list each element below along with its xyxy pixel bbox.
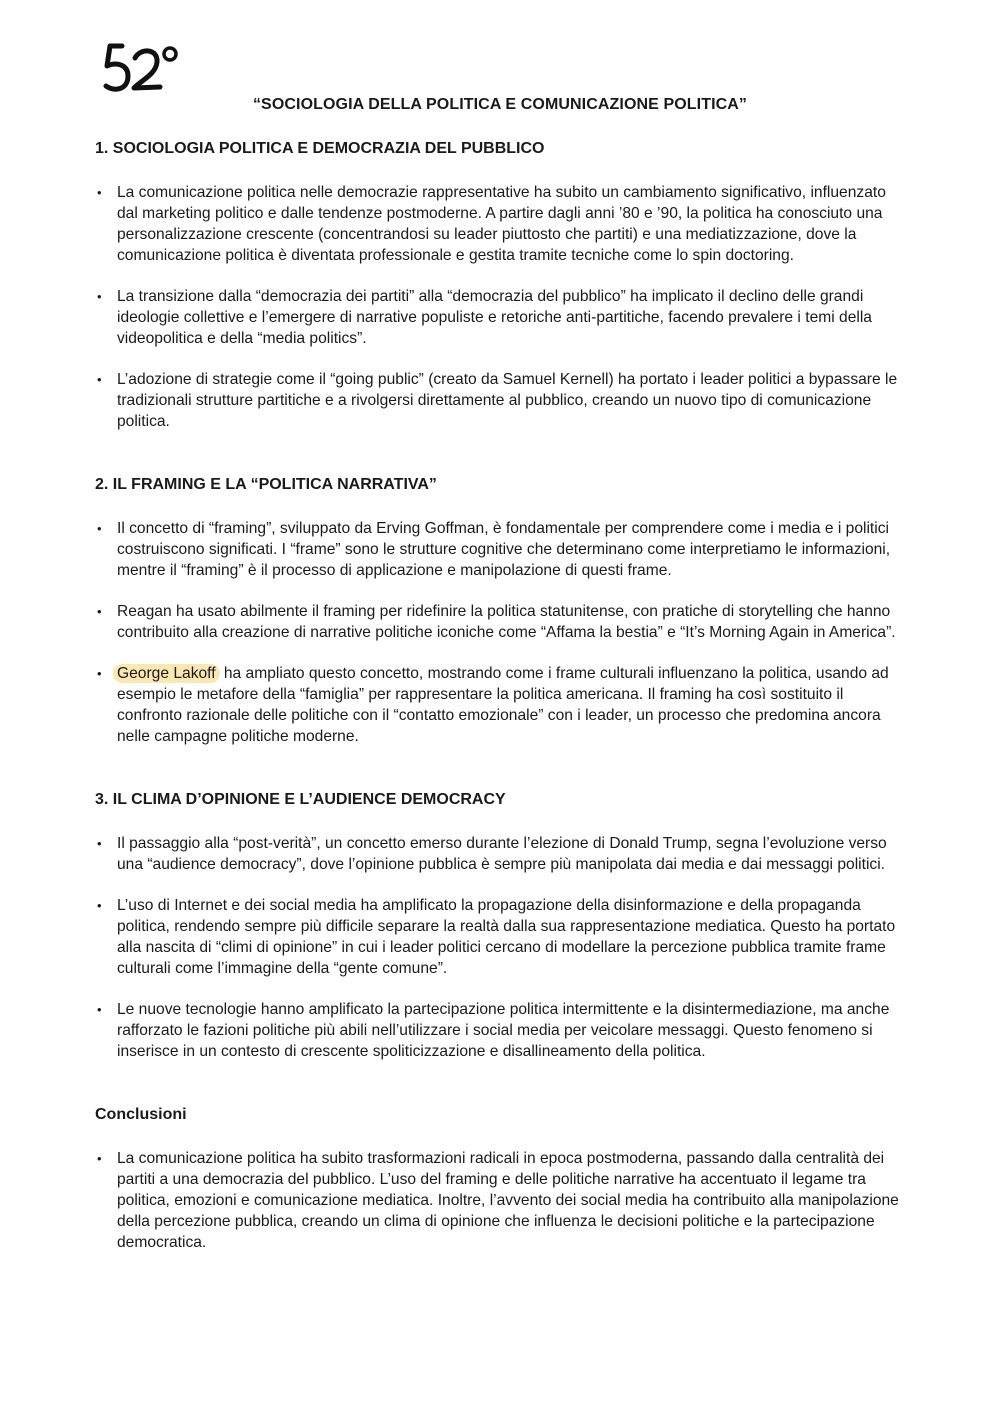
section-heading: 1. SOCIOLOGIA POLITICA E DEMOCRAZIA DEL PUBBLICO (95, 140, 545, 157)
bullet-list (95, 1148, 910, 1253)
bullet-list (95, 518, 910, 747)
bullet-text: Il passaggio alla “post-verità”, un concetto emerso durante l’elezione di Donald Trump, segna l’evoluzione verso una “audience democracy”, dove l’opinione pubblica è sempre più manipolata dai media e dai messaggi politici. (117, 835, 887, 873)
list-item (95, 663, 910, 747)
bullet-text: La comunicazione politica ha subito trasformazioni radicali in epoca postmoderna, passando dalla centralità dei partiti a una democrazia del pubblico. L’uso del framing e delle politiche narrative ha accentuato il legame tra politica, emozioni e comunicazione mediatica. Inoltre, l’avvento dei social media ha contribuito alla manipolazione della percezione pubblica, creando un clima di opinione che influenza le decisioni politiche e la partecipazione democratica. (117, 1150, 899, 1251)
bullet-icon: • (97, 185, 102, 200)
list-item (95, 286, 910, 349)
bullet-list (95, 182, 910, 432)
section-heading: 3. IL CLIMA D’OPINIONE E L’AUDIENCE DEMOCRACY (95, 791, 506, 808)
bullet-icon: • (97, 1002, 102, 1017)
list-item (95, 833, 910, 875)
bullet-icon: • (97, 1151, 102, 1166)
bullet-icon: • (97, 521, 102, 536)
bullet-text: La transizione dalla “democrazia dei partiti” alla “democrazia del pubblico” ha implicato il declino delle grandi ideologie collettive e l’emergere di narrative populiste e retoriche anti-partitiche, facendo prevalere i temi della videopolitica e della “media politics”. (117, 288, 872, 347)
list-item (95, 518, 910, 581)
bullet-text: Le nuove tecnologie hanno amplificato la partecipazione politica intermittente e la disintermediazione, ma anche rafforzato le fazioni politiche più abili nell’utilizzare i social media per veicolare messaggi. Questo fenomeno si inserisce in un contesto di crescente spoliticizzazione e disallineamento della politica. (117, 1001, 890, 1060)
section-conclusions (95, 1104, 910, 1253)
bullet-text: ha ampliato questo concetto, mostrando come i frame culturali influenzano la politica, usando ad esempio le metafore della “famiglia” per rappresentare la politica americana. Il framing ha così sostituito il confronto razionale delle politiche con il “contatto emozionale” con i leader, un processo che predomina ancora nelle campagne politiche moderne. (117, 665, 889, 745)
bullet-text: L’uso di Internet e dei social media ha amplificato la propagazione della disinformazione e della propaganda politica, rendendo sempre più difficile separare la realtà dalla sua rappresentazione mediatica. Questo ha portato alla nascita di “climi di opinione” in cui i leader politici cercano di modellare la percezione pubblica tramite frame culturali come l’immagine della “gente comune”. (117, 897, 896, 977)
bullet-list (95, 833, 910, 1062)
list-item (95, 1148, 910, 1253)
highlighted-text: George Lakoff (113, 664, 220, 683)
section-heading: 2. IL FRAMING E LA “POLITICA NARRATIVA” (95, 476, 437, 493)
bullet-icon: • (97, 289, 102, 304)
bullet-text: L’adozione di strategie come il “going public” (creato da Samuel Kernell) ha portato i leader politici a bypassare le tradizionali strutture partitiche e a rivolgersi direttamente al pubblico, creando un nuovo tipo di comunicazione politica. (117, 371, 898, 430)
document-title: “SOCIOLOGIA DELLA POLITICA E COMUNICAZIONE POLITICA” (252, 96, 748, 113)
bullet-text: La comunicazione politica nelle democrazie rappresentative ha subito un cambiamento significativo, influenzato dal marketing politico e dalle tendenze postmoderne. A partire dagli anni ’80 e ’90, la politica ha conosciuto una personalizzazione crescente (concentrandosi su leader piuttosto che partiti) e una mediatizzazione, dove la comunicazione politica è diventata professionale e gestita tramite tecniche come lo spin doctoring. (117, 184, 886, 264)
bullet-icon: • (97, 898, 102, 913)
section-1 (95, 138, 910, 432)
bullet-text: Reagan ha usato abilmente il framing per ridefinire la politica statunitense, con pratiche di storytelling che hanno contribuito alla creazione di narrative politiche iconiche come “Affama la bestia” e “It’s Morning Again in America”. (117, 603, 896, 641)
document-body (95, 138, 910, 1281)
section-2 (95, 474, 910, 747)
list-item (95, 182, 910, 266)
bullet-text: Il concetto di “framing”, sviluppato da Erving Goffman, è fondamentale per comprendere come i media e i politici costruiscono significati. I “frame” sono le strutture cognitive che determinano come interpretiamo le informazioni, mentre il “framing” è il processo di applicazione e manipolazione di questi frame. (117, 520, 891, 579)
handwritten-page-number (102, 40, 180, 98)
section-heading: Conclusioni (95, 1106, 187, 1123)
bullet-icon: • (97, 666, 102, 681)
list-item (95, 369, 910, 432)
list-item (95, 999, 910, 1062)
bullet-icon: • (97, 372, 102, 387)
bullet-icon: • (97, 604, 102, 619)
list-item (95, 601, 910, 643)
section-3 (95, 789, 910, 1062)
list-item (95, 895, 910, 979)
bullet-icon: • (97, 836, 102, 851)
